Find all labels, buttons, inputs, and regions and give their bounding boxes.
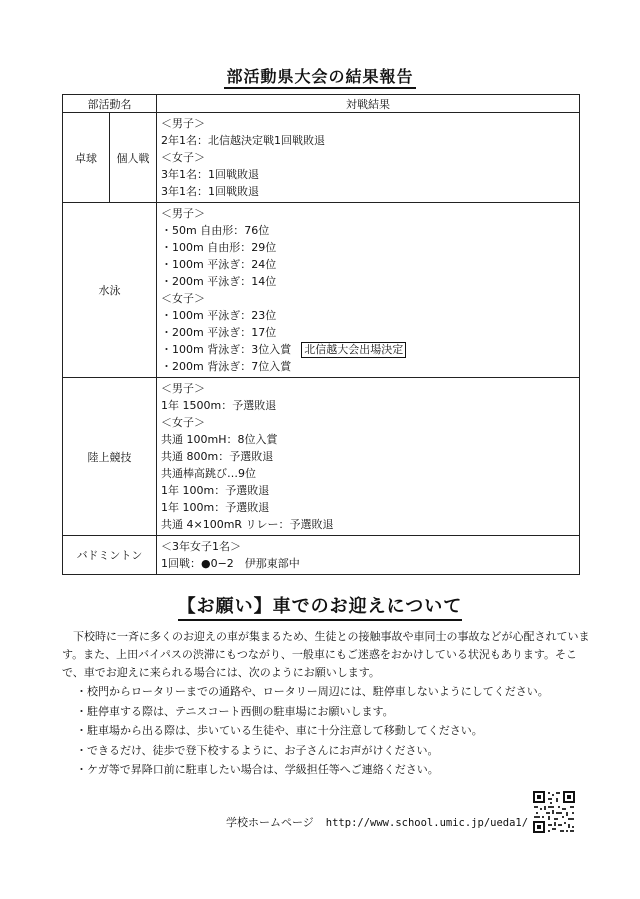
result-line: 1年 100m：予選敗退 xyxy=(161,501,270,514)
result-line: 共通 800m：予選敗退 xyxy=(161,450,274,463)
result-line: ＜男子＞ xyxy=(161,382,205,395)
result-line: ・100m 自由形：29位 xyxy=(161,241,277,254)
result-line: 3年1名：1回戦敗退 xyxy=(161,185,259,198)
club-sub-singles: 個人戦 xyxy=(110,113,157,203)
results-table-tennis xyxy=(157,113,580,203)
club-name-swimming: 水泳 xyxy=(63,203,157,378)
result-line: ・200m 平泳ぎ：14位 xyxy=(161,275,277,288)
result-line: ・200m 平泳ぎ：17位 xyxy=(161,326,277,339)
page-title xyxy=(0,64,640,87)
results-athletics xyxy=(157,378,580,536)
result-line: ・50m 自由形：76位 xyxy=(161,224,270,237)
result-line: 共通棒高跳び…9位 xyxy=(161,467,256,480)
result-line: ・100m 平泳ぎ：23位 xyxy=(161,309,277,322)
list-item: ・駐車場から出る際は、歩いている生徒や、車に十分注意して移動してください。 xyxy=(76,724,483,737)
result-line: 1回戦：●0−2 伊那東部中 xyxy=(161,557,300,570)
results-badminton xyxy=(157,536,580,575)
page-title-text: 部活動県大会の結果報告 xyxy=(224,67,415,89)
club-name-badminton: バドミントン xyxy=(63,536,157,575)
result-line: ＜男子＞ xyxy=(161,117,205,130)
homepage-url[interactable]: http://www.school.umic.jp/ueda1/ xyxy=(325,817,529,829)
qr-code-icon xyxy=(532,790,576,834)
table-header-row xyxy=(63,95,580,113)
list-item: ・駐停車する際は、テニスコート西側の駐車場にお願いします。 xyxy=(76,704,394,718)
list-item: ・校門からロータリーまでの通路や、ロータリー周辺には、駐停車しないようにしてください。 xyxy=(76,685,549,698)
list-item: ・ケガ等で昇降口前に駐車したい場合は、学級担任等へご連絡ください。 xyxy=(76,763,439,776)
result-line: ＜男子＞ xyxy=(161,207,205,220)
result-line: 1年 1500m：予選敗退 xyxy=(161,399,277,412)
result-line: ＜女子＞ xyxy=(161,416,205,429)
result-line: ＜女子＞ xyxy=(161,151,205,164)
result-line: ・100m 平泳ぎ：24位 xyxy=(161,258,277,271)
notice-bullet-list xyxy=(76,682,596,780)
notice-heading xyxy=(0,592,640,618)
table-row-badminton xyxy=(63,536,580,575)
homepage-label: 学校ホームページ xyxy=(226,816,314,829)
footer xyxy=(226,814,528,830)
list-item: ・できるだけ、徒歩で登下校するように、お子さんにお声がけください。 xyxy=(76,743,439,757)
result-line-with-badge xyxy=(161,341,579,358)
header-club: 部活動名 xyxy=(63,95,157,113)
result-line: 2年1名：北信越決定戦1回戦敗退 xyxy=(161,134,325,147)
results-swimming xyxy=(157,203,580,378)
result-line: 3年1名：1回戦敗退 xyxy=(161,168,259,181)
result-line: ・200m 背泳ぎ：7位入賞 xyxy=(161,360,292,373)
notice-paragraph: 下校時に一斉に多くのお迎えの車が集まるため、生徒との接触事故や車同士の事故などが心配されています。また、上田バイパスの渋滞にもつながり、一般車にもご迷惑をおかけしている状況もあります。そこで、車でお迎えに来られる場合には、次のようにお願いします。 xyxy=(62,630,590,679)
qualified-badge: 北信越大会出場決定 xyxy=(301,342,406,358)
club-name-table-tennis: 卓球 xyxy=(63,113,110,203)
notice-heading-text: 【お願い】車でのお迎えについて xyxy=(178,596,463,621)
table-row-athletics xyxy=(63,378,580,536)
result-line: 1年 100m：予選敗退 xyxy=(161,484,270,497)
result-line: ＜女子＞ xyxy=(161,292,205,305)
result-line-text: ・100m 背泳ぎ：3位入賞 xyxy=(161,343,292,356)
results-table xyxy=(62,94,580,575)
result-line: ＜3年女子1名＞ xyxy=(161,540,241,553)
table-row-swimming xyxy=(63,203,580,378)
table-row-table-tennis xyxy=(63,113,580,203)
result-line: 共通 100mH：8位入賞 xyxy=(161,433,278,446)
club-name-athletics: 陸上競技 xyxy=(63,378,157,536)
header-results: 対戦結果 xyxy=(157,95,580,113)
result-line: 共通 4×100mR リレー：予選敗退 xyxy=(161,518,334,531)
